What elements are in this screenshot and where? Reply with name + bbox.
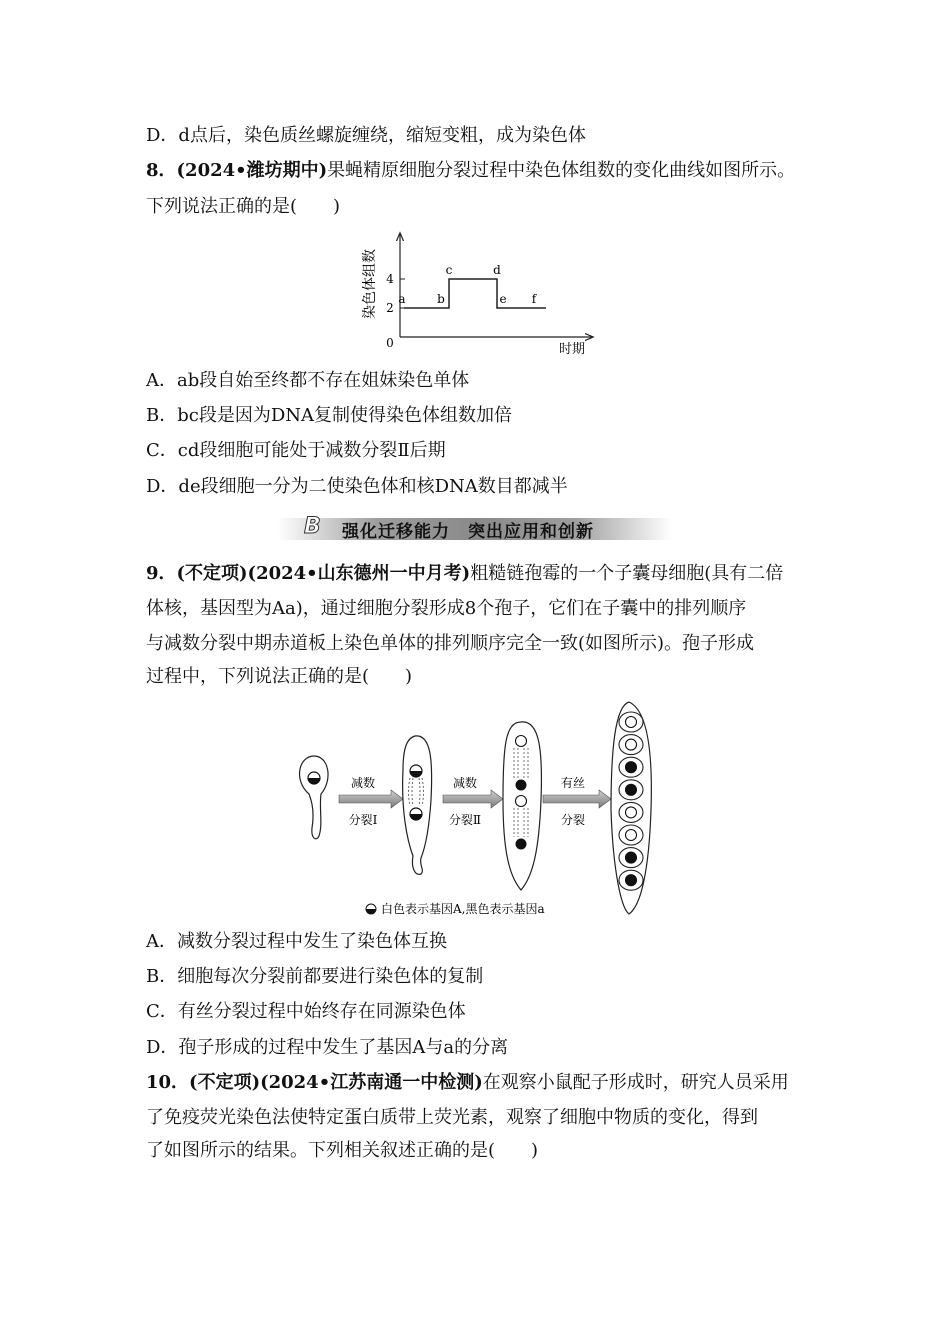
arrow2-bottom-label: 分裂Ⅱ bbox=[448, 813, 482, 827]
nucleus-a bbox=[626, 784, 637, 795]
q9-option-a: A．减数分裂过程中发生了染色体互换 bbox=[146, 931, 447, 952]
y-tick-label: 0 bbox=[386, 336, 394, 350]
cell-after-meiosis-2 bbox=[503, 722, 541, 890]
y-tick-label: 4 bbox=[386, 272, 394, 286]
mother-cell bbox=[300, 756, 329, 839]
q8-source: (2024•潍坊期中) bbox=[176, 160, 328, 181]
x-axis-label: 时期 bbox=[558, 342, 586, 357]
q10-stem-line3: 了如图所示的结果。下列相关叙述正确的是( ) bbox=[146, 1140, 539, 1161]
ascus-eight-spores bbox=[611, 702, 651, 914]
q7-option-d: D．d点后，染色质丝螺旋缠绕，缩短变粗，成为染色体 bbox=[146, 125, 586, 146]
point-label-b: b bbox=[437, 292, 445, 306]
q10-header: 10．(不定项)(2024•江苏南通一中检测) bbox=[146, 1072, 483, 1093]
legend-text: 白色表示基因A,黑色表示基因a bbox=[381, 902, 545, 916]
nucleus-A bbox=[626, 739, 637, 750]
q10-stem-line1 bbox=[146, 1071, 789, 1095]
cell-after-meiosis-1 bbox=[403, 736, 432, 874]
point-label-c: c bbox=[445, 263, 453, 277]
arrow2-top-label: 减数 bbox=[452, 776, 478, 790]
arrow-mitosis bbox=[543, 776, 611, 827]
nucleus-a bbox=[626, 762, 637, 773]
series-line bbox=[404, 279, 546, 308]
q9-option-b: B．细胞每次分裂前都要进行染色体的复制 bbox=[146, 966, 484, 987]
nucleus-A bbox=[626, 717, 637, 728]
q9-stem-text1: 粗糙链孢霉的一个子囊母细胞(具有二倍 bbox=[470, 563, 784, 584]
nucleus-A bbox=[626, 830, 637, 841]
q9-option-d: D．孢子形成的过程中发生了基因A与a的分离 bbox=[146, 1037, 509, 1058]
q8-option-c: C．cd段细胞可能处于减数分裂Ⅱ后期 bbox=[146, 440, 446, 461]
figure-legend bbox=[366, 902, 545, 916]
q8-number: 8． bbox=[146, 160, 177, 181]
arrow3-top-label: 有丝 bbox=[560, 776, 586, 790]
section-banner bbox=[278, 514, 672, 544]
banner-text: 强化迁移能力 突出应用和创新 bbox=[342, 522, 594, 542]
arrow3-bottom-label: 分裂 bbox=[560, 813, 586, 827]
q8-option-a: A．ab段自始至终都不存在姐妹染色单体 bbox=[146, 370, 470, 391]
nucleus-a bbox=[626, 852, 637, 863]
nucleus-A bbox=[626, 807, 637, 818]
q8-stem-text: 果蝇精原细胞分裂过程中染色体组数的变化曲线如图所示。 bbox=[327, 160, 796, 181]
q9-stem-line2: 体核，基因型为Aa)，通过细胞分裂形成8个孢子，它们在子囊中的排列顺序 bbox=[146, 598, 747, 619]
q9-stem-line3: 与减数分裂中期赤道板上染色单体的排列顺序完全一致(如图所示)。孢子形成 bbox=[146, 633, 755, 654]
chromosome-set-chart bbox=[350, 228, 600, 360]
q9-option-c: C．有丝分裂过程中始终存在同源染色体 bbox=[146, 1001, 466, 1022]
y-axis-label: 染色体组数 bbox=[362, 249, 378, 319]
q9-header: 9．(不定项)(2024•山东德州一中月考) bbox=[146, 563, 471, 584]
q8-stem-line1 bbox=[146, 159, 795, 183]
point-label-f: f bbox=[531, 292, 537, 306]
arrow1-top-label: 减数 bbox=[350, 776, 376, 790]
point-label-d: d bbox=[493, 263, 501, 277]
point-label-a: a bbox=[398, 292, 406, 306]
q9-stem-line1 bbox=[146, 562, 783, 586]
ascus-spore-figure bbox=[295, 700, 660, 922]
q9-stem-line4: 过程中，下列说法正确的是( ) bbox=[146, 666, 413, 687]
q8-stem-line2: 下列说法正确的是( ) bbox=[146, 196, 341, 217]
q10-stem-line2: 了免疫荧光染色法使特定蛋白质带上荧光素，观察了细胞中物质的变化，得到 bbox=[146, 1107, 758, 1128]
arrow-meiosis-1 bbox=[339, 775, 403, 827]
banner-letter: B bbox=[304, 514, 321, 539]
point-label-e: e bbox=[499, 292, 507, 306]
nucleus-a bbox=[626, 875, 637, 886]
y-tick-label: 2 bbox=[386, 301, 394, 315]
q8-option-b: B．bc段是因为DNA复制使得染色体组数加倍 bbox=[146, 405, 513, 426]
q10-stem-text1: 在观察小鼠配子形成时，研究人员采用 bbox=[482, 1072, 789, 1093]
arrow1-bottom-label: 分裂Ⅰ bbox=[348, 813, 378, 827]
q8-option-d: D．de段细胞一分为二使染色体和核DNA数目都减半 bbox=[146, 476, 568, 497]
arrow-meiosis-2 bbox=[443, 775, 503, 827]
